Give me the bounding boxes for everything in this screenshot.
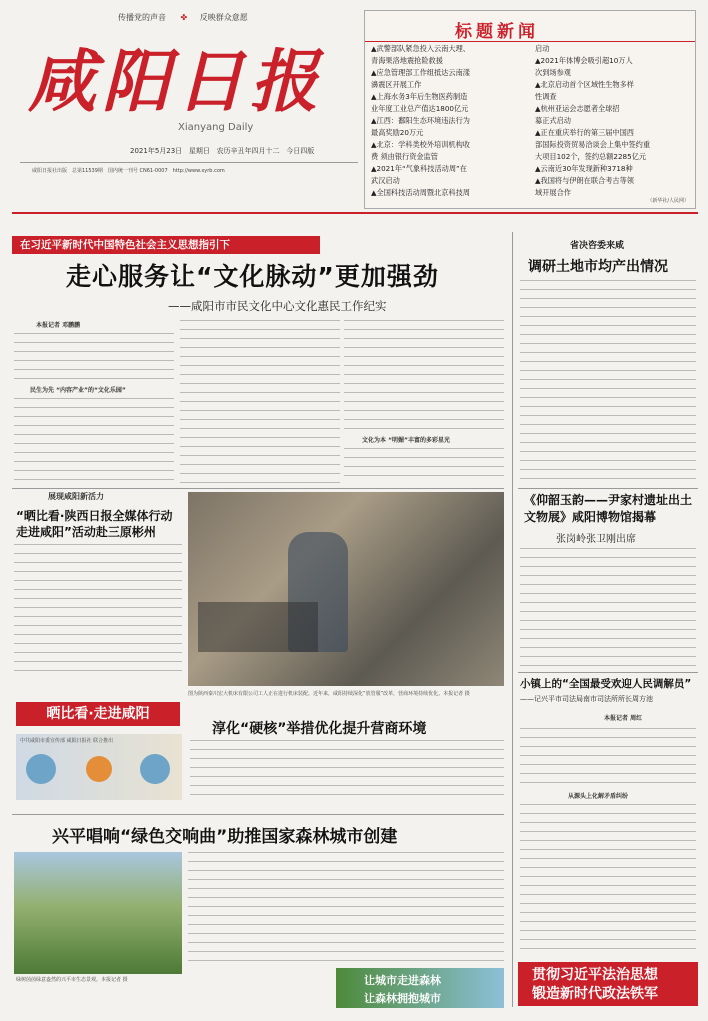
right-bottom-banner: [518, 962, 698, 1006]
lunar-date: 农历辛丑年四月十二: [216, 147, 280, 155]
left-kicker: 展现咸阳新活力: [48, 492, 104, 501]
forest-promo-banner: [336, 968, 504, 1008]
weekday: 星期日: [188, 147, 210, 155]
right-banner-line2: 锻造新时代政法铁军: [532, 986, 658, 1002]
info-bar: 咸阳日报社出版 总第11539期 国内统一刊号 CN61-0007 http://www.xyrb.com: [32, 168, 225, 174]
headline-news-box: [364, 10, 696, 209]
issue-date: 2021年5月23日: [130, 147, 183, 155]
right-kicker: 省决咨委来咸: [570, 241, 625, 251]
forest-title: 兴平唱响“绿色交响曲”助推国家森林城市创建: [52, 827, 398, 847]
right-byline: 本报记者 周红: [604, 715, 643, 722]
flag-icon: ✤: [180, 13, 188, 22]
factory-photo: [188, 492, 504, 686]
lead-body-col2: [180, 320, 340, 484]
left-story-body: [14, 544, 182, 676]
business-title: 淳化“硬核”举措优化提升营商环境: [212, 721, 427, 737]
right-story2-title: 《仰韶玉韵——尹家村遗址出土文物展》咸阳博物馆揭幕: [524, 493, 693, 524]
photo-caption: 图为陕西秦川宏大机床有限公司工人正在进行机床装配。近年来，咸阳持续深化“放管服”改革，营商环境持续优化。本报记者 摄: [188, 691, 470, 697]
right-story3-body: [520, 728, 696, 788]
headline-news-source: （新华社/人民网）: [647, 198, 689, 204]
lead-title: 走心服务让“文化脉动”更加强劲: [66, 262, 439, 291]
right-story1-body: [520, 280, 696, 484]
promo-emblem-icon: [140, 754, 170, 784]
forest-body: [188, 852, 504, 964]
lead-subhead-2: 文化为本 “明媚”丰富的多彩星光: [362, 437, 450, 444]
right-banner-line1: 贯彻习近平法治思想: [532, 967, 658, 983]
lead-body-col3: [344, 320, 504, 434]
promo-emblem-icon: [26, 754, 56, 784]
business-body: [190, 740, 504, 796]
right-story3-title: 小镇上的“全国最受欢迎人民调解员”: [520, 678, 692, 690]
lead-subtitle: ——咸阳市市民文化中心文化惠民工作纪实: [168, 299, 387, 313]
forest-banner-line2: 让森林拥抱城市: [364, 992, 441, 1005]
promo-banner: 晒比看·走进咸阳: [16, 702, 180, 726]
forest-caption: 绿树茵茵绿意盎然的兴平市生态景观。本报记者 摄: [16, 977, 128, 983]
lead-body-col1: [14, 333, 174, 383]
promo-emblem-icon: [86, 756, 112, 782]
newspaper-title: 咸阳日报: [28, 42, 325, 122]
left-story-title: “晒比看·陕西日报全媒体行动走进咸阳”活动赴三原彬州: [16, 509, 173, 539]
section-banner: 在习近平新时代中国特色社会主义思想指引下: [12, 236, 320, 254]
forest-photo: [14, 852, 182, 974]
masthead-slogan: [118, 12, 358, 26]
lead-byline: 本报记者 邓鹏鹏: [36, 322, 81, 329]
headline-news-col1: ▲武警部队紧急投入云南大理、 青海果洛地震抢险救援 ▲应急管理部工作组抵达云南漾 濞震区开展工作 ▲上海水务3年后生物医药制造 业年度工业总产值达1800亿元 ▲江西：鄱阳生态环境违法行为 最高奖励20万元 ▲北京：学科类校外培训机构收 费 须由银行资金监管 ▲2021年“气象科技活动周”在 武汉启动 ▲全国科技活动周暨北京科技周: [371, 44, 470, 197]
headline-news-col2: 启动 ▲2021年体博会吸引超10万人 次到场参观 ▲北京启动首个区域性生物多样 性调查 ▲杭州亚运会志愿者全球招 募正式启动 ▲正在重庆举行的第三届中国西 部国际投资贸易洽谈会上集中签约重 大项目102个，签约总额2285亿元 ▲云南近30年发现新种3718种 ▲我国将与伊朗在联合考古等领 域开展合作: [535, 44, 651, 197]
slogan-right: 反映群众意愿: [199, 13, 248, 22]
date-line: [130, 146, 314, 156]
headline-news-title: 标题新闻: [455, 22, 539, 42]
promo-sub-banner: 中共咸阳市委宣传部 咸阳日报社 联合推出: [20, 738, 114, 744]
slogan-left: 传播党的声音: [118, 13, 166, 22]
right-subhead: 从源头上化解矛盾纠纷: [568, 793, 629, 800]
page-count: 今日四版: [286, 147, 315, 155]
right-story2-body: [520, 548, 696, 668]
right-story1-title: 调研土地市均产出情况: [528, 259, 668, 275]
right-story3-sub: ——记兴平市司法局南市司法所所长周方池: [520, 695, 653, 703]
newspaper-pinyin: Xianyang Daily: [178, 122, 254, 133]
promo-image: [16, 734, 182, 800]
right-story2-sub: 张岗岭张卫刚出席: [556, 534, 636, 545]
lead-subhead-1: 民生为先 “内容产业”的“文化乐园”: [30, 387, 126, 394]
forest-banner-line1: 让城市走进森林: [364, 974, 441, 987]
